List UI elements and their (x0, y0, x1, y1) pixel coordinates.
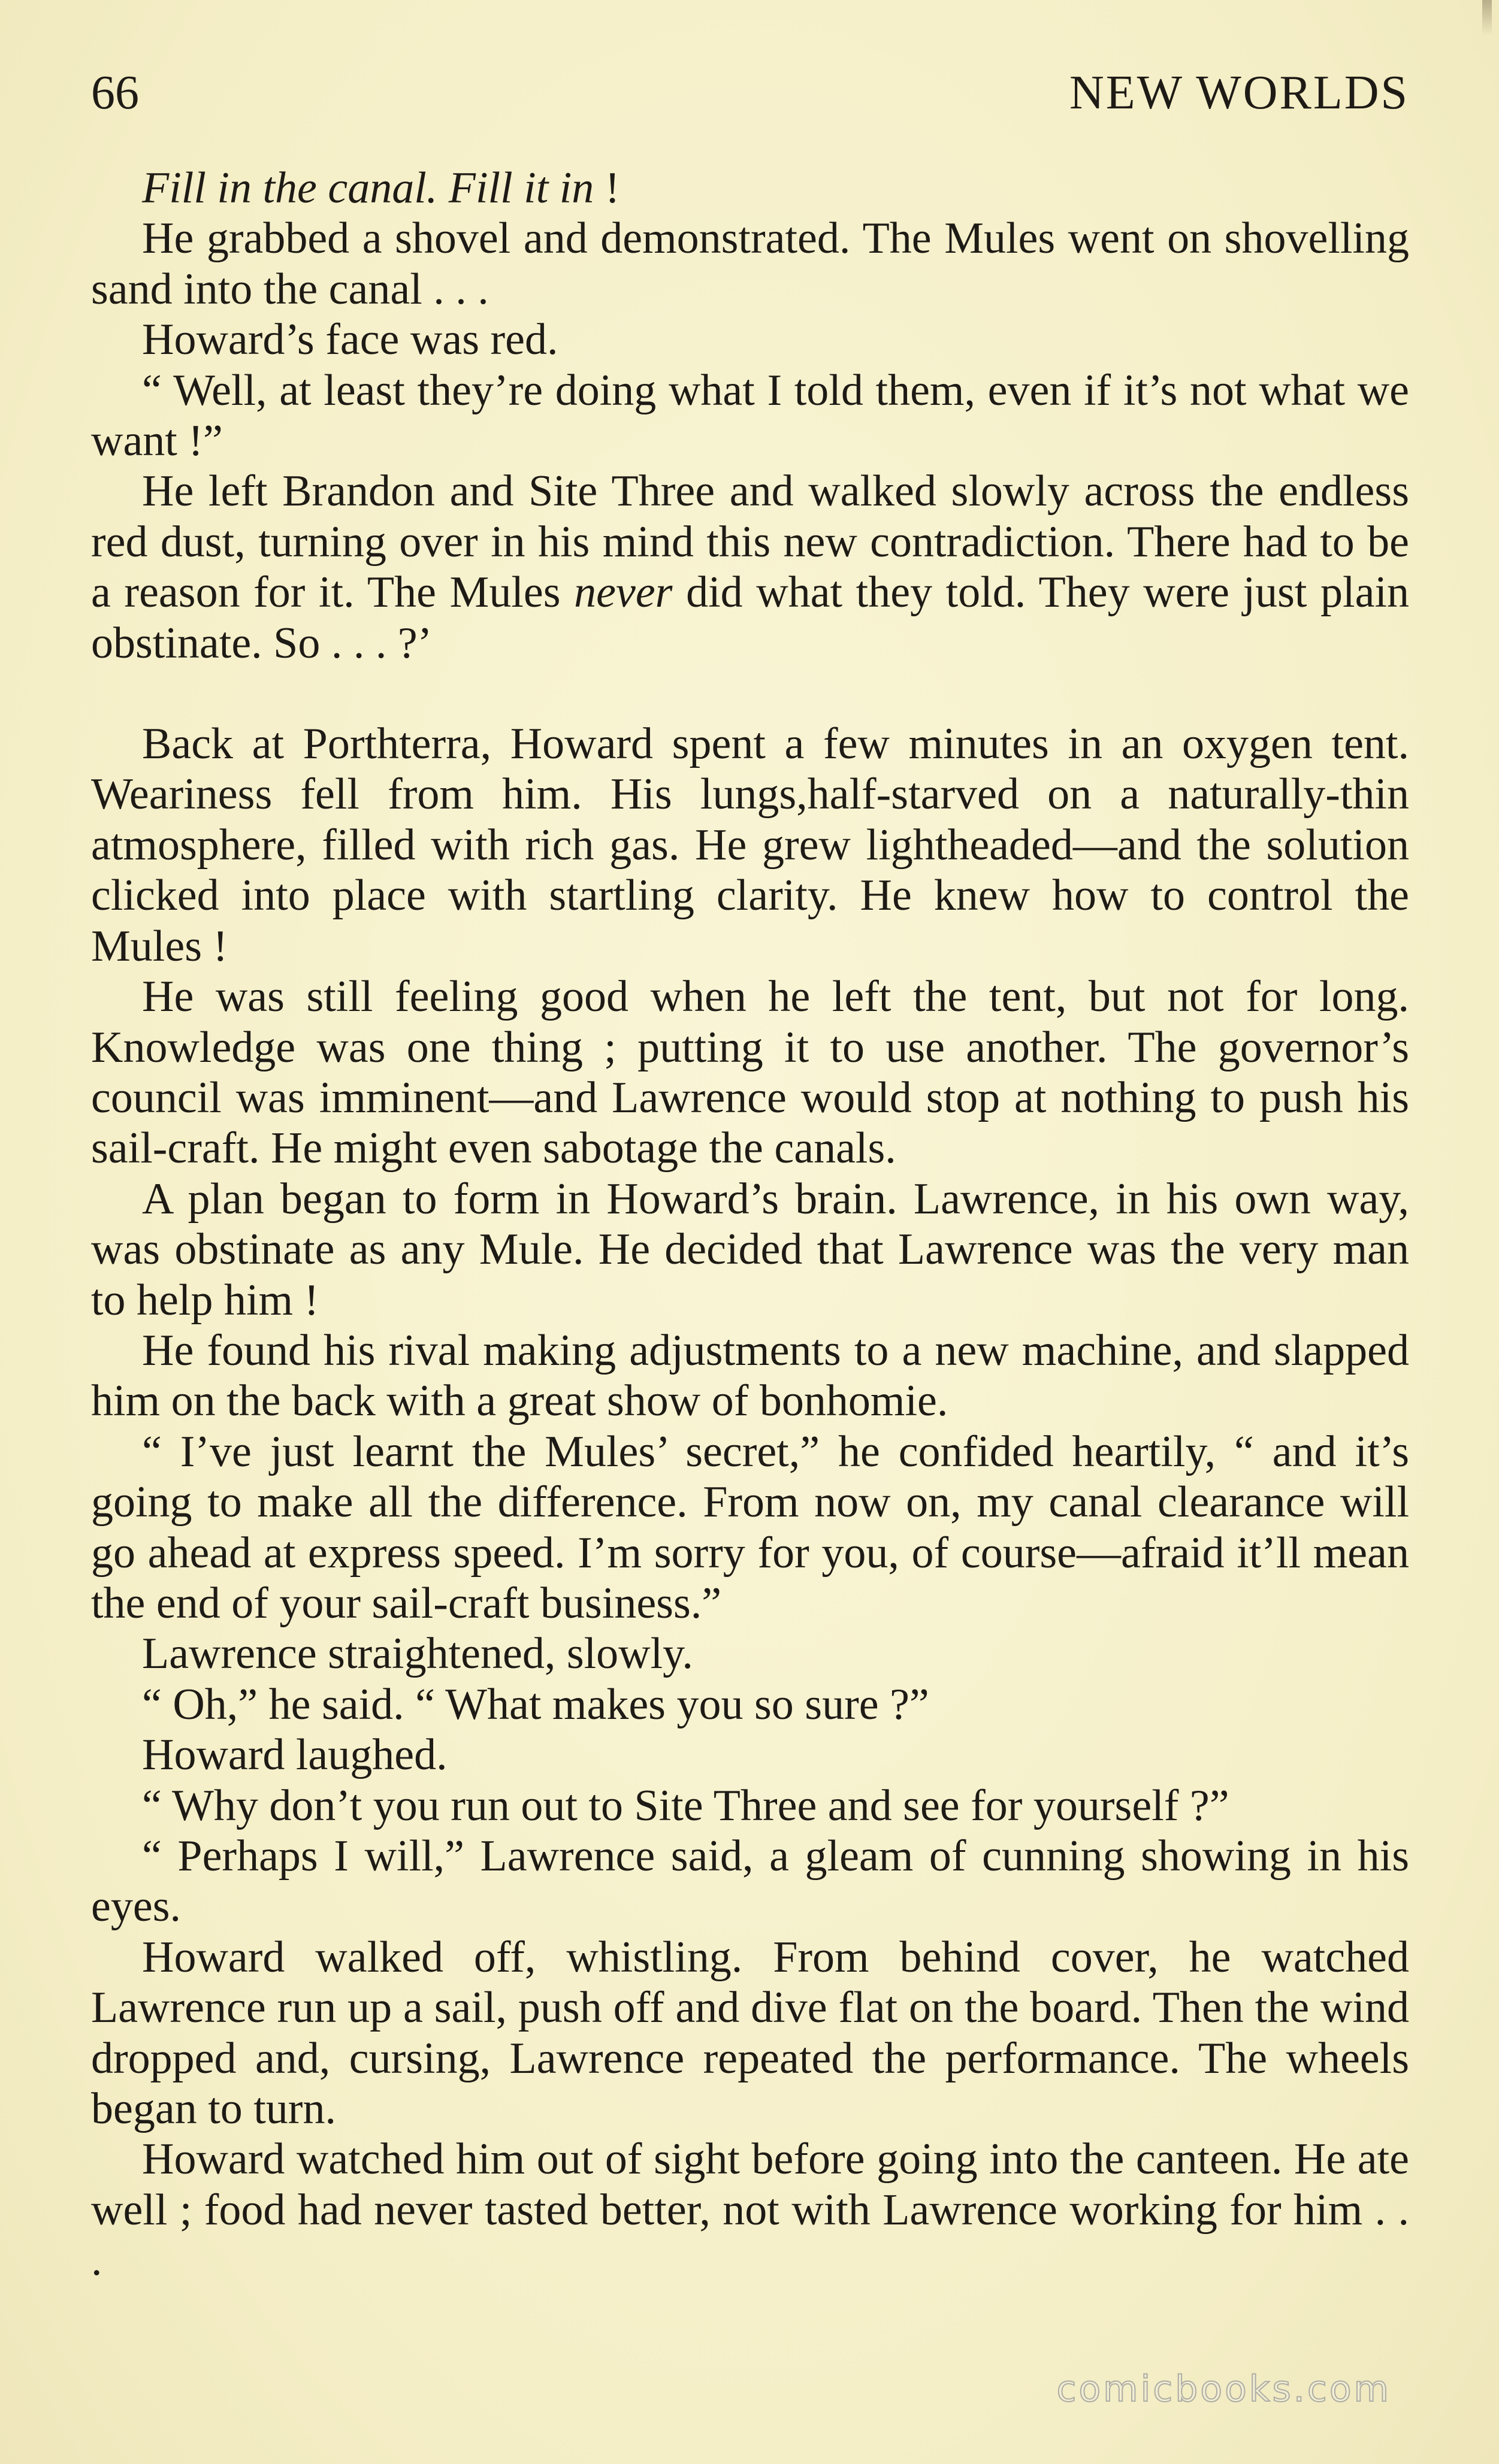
paragraph (91, 719, 1409, 971)
paragraph (91, 466, 1409, 668)
text-run: did what they told. They were just plain obstinate. So . . . ?’ (91, 568, 1409, 668)
italic-text: never (574, 568, 673, 617)
paragraph (91, 1174, 1409, 1325)
body-text (91, 163, 1409, 2286)
paragraph (91, 2134, 1409, 2286)
text-run: He grabbed a shovel and demonstrated. The Mules went on shovelling sand into the canal . . . (91, 214, 1409, 314)
text-run: He was still feeling good when he left the tent, but not for long. Knowledge was one thing ; putting it to use another. The governor’s council was imminent—and Lawrence would stop at nothing to push his sail-craft. He might even sabotage the canals. (91, 972, 1409, 1173)
text-run: He left Brandon and Site Three and walked slowly across the endless red dust, turning over in his mind this new contradiction. There had to be a reason for it. The Mules (91, 467, 1409, 617)
page-header (91, 63, 1409, 123)
text-run: Back at Porthterra, Howard spent a few minutes in an oxygen tent. Weariness fell from him. His lungs,half-starved on a naturally-thin atmosphere, filled with rich gas. He grew lightheaded—and the solution clicked into place with startling clarity. He knew how to control the Mules ! (91, 719, 1409, 971)
paragraph (91, 1628, 1409, 1679)
paragraph (91, 1781, 1409, 1831)
text-run: Lawrence straightened, slowly. (142, 1629, 693, 1679)
paragraph (91, 365, 1409, 467)
text-run: “ I’ve just learnt the Mules’ secret,” he confided heartily, “ and it’s going to make all the difference. From now on, my canal clearance will go ahead at express speed. I’m sorry for you, of course—afraid it’ll mean the end of your sail-craft business.” (91, 1427, 1409, 1628)
text-run: A plan began to form in Howard’s brain. Lawrence, in his own way, was obstinate as any Mule. He decided that Lawrence was the very man to help him ! (91, 1174, 1409, 1325)
paragraph (91, 971, 1409, 1174)
text-run: “ Why don’t you run out to Site Three and see for yourself ?” (142, 1781, 1229, 1830)
watermark: comicbooks.com (1056, 2368, 1391, 2410)
text-run: Howard watched him out of sight before going into the canteen. He ate well ; food had never tasted better, not with Lawrence working for him . . . (91, 2135, 1409, 2286)
text-run: ! (594, 164, 620, 213)
paragraph (91, 1932, 1409, 2135)
running-title: NEW WORLDS (1069, 66, 1409, 119)
text-run: He found his rival making adjustments to a new machine, and slapped him on the back with a great show of bonhomie. (91, 1325, 1409, 1426)
page-number: 66 (91, 66, 139, 119)
paragraph (91, 314, 1409, 365)
paragraph (91, 1679, 1409, 1730)
text-run: Howard walked off, whistling. From behind cover, he watched Lawrence run up a sail, push off and dive flat on the board. Then the wind dropped and, cursing, Lawrence repeated the performance. The wheels began to turn. (91, 1932, 1409, 2134)
text-run: “ Well, at least they’re doing what I told them, even if it’s not what we want !” (91, 365, 1409, 466)
paragraph (91, 163, 1409, 213)
text-run: “ Oh,” he said. “ What makes you so sure ?” (142, 1679, 929, 1729)
paragraph (91, 1325, 1409, 1427)
italic-text: Fill in the canal. Fill it in (142, 164, 594, 213)
text-run: “ Perhaps I will,” Lawrence said, a gleam of cunning showing in his eyes. (91, 1832, 1409, 1932)
paragraph (91, 213, 1409, 314)
paragraph (91, 1730, 1409, 1780)
text-run: Howard’s face was red. (142, 315, 558, 365)
text-run: Howard laughed. (142, 1730, 448, 1780)
paragraph (91, 1831, 1409, 1932)
page-edge-mark (1482, 0, 1492, 36)
paragraph (91, 1427, 1409, 1629)
